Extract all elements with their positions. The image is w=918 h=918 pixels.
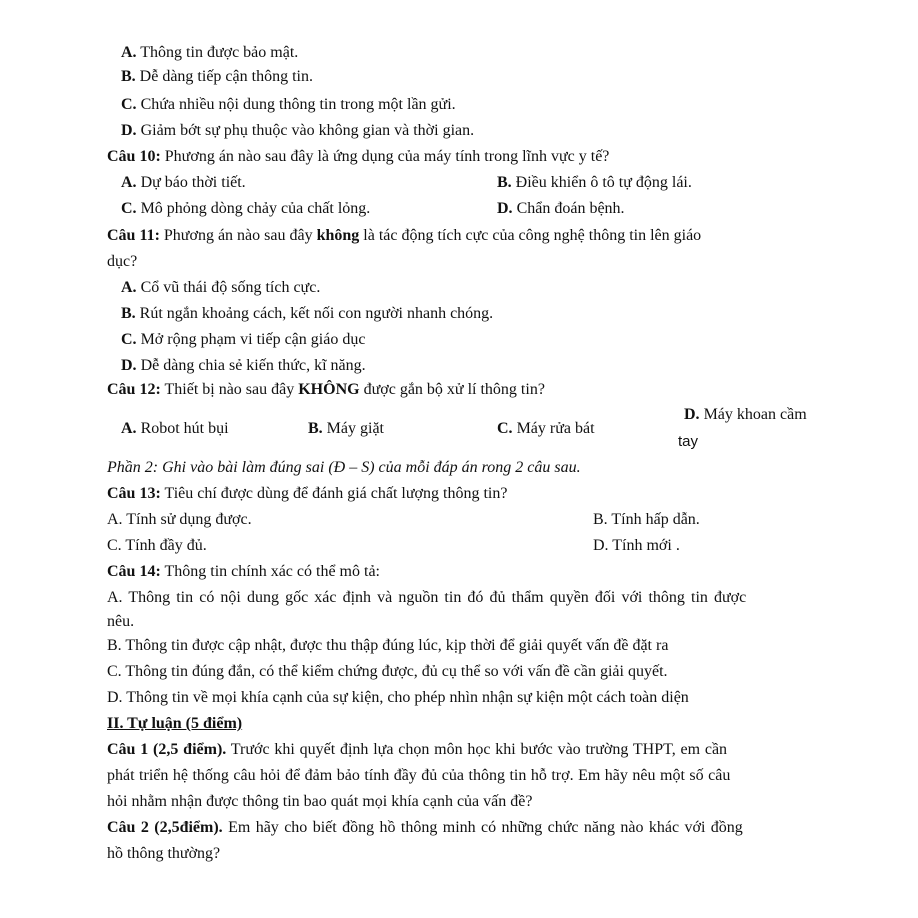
part-2-instruction: Phần 2: Ghi vào bài làm đúng sai (Đ – S) của mỗi đáp án rong 2 câu sau.: [107, 459, 581, 476]
q10-option-c: C. Mô phỏng dòng chảy của chất lỏng.: [121, 200, 371, 217]
q14-option-c: C. Thông tin đúng đắn, có thể kiểm chứng được, đủ cụ thể so với vấn đề cần giải quyết.: [107, 663, 668, 680]
q13-option-a: A. Tính sử dụng được.: [107, 511, 252, 528]
q9-option-c: C. Chứa nhiều nội dung thông tin trong một lần gửi.: [121, 96, 456, 113]
q12-option-b: B. Máy giặt: [308, 420, 384, 437]
q10-option-a: A. Dự báo thời tiết.: [121, 174, 246, 191]
q9-option-b: B. Dễ dàng tiếp cận thông tin.: [121, 68, 313, 85]
q12-option-a: A. Robot hút bụi: [121, 420, 229, 437]
q12-option-d: D. Máy khoan cầm: [684, 406, 807, 423]
q10-stem: Câu 10: Phương án nào sau đây là ứng dụng của máy tính trong lĩnh vực y tế?: [107, 148, 610, 165]
q9-option-a: A. Thông tin được bảo mật.: [121, 44, 299, 61]
q11-stem: Câu 11: Phương án nào sau đây không là tác động tích cực của công nghệ thông tin lên giáo: [107, 227, 702, 244]
q14-stem: Câu 14: Thông tin chính xác có thể mô tả:: [107, 563, 380, 580]
q14-option-b: B. Thông tin được cập nhật, được thu thập đúng lúc, kịp thời để giải quyết vấn đề đặt ra: [107, 637, 669, 654]
q11-stem-cont: dục?: [107, 253, 138, 270]
q9-option-d: D. Giảm bớt sự phụ thuộc vào không gian và thời gian.: [121, 122, 475, 139]
q12-stem: Câu 12: Thiết bị nào sau đây KHÔNG được gắn bộ xử lí thông tin?: [107, 381, 545, 398]
q11-option-d: D. Dễ dàng chia sẻ kiến thức, kĩ năng.: [121, 357, 366, 374]
q13-option-b: B. Tính hấp dẫn.: [593, 511, 700, 528]
q10-option-b: B. Điều khiển ô tô tự động lái.: [497, 174, 692, 191]
q14-option-a: A. Thông tin có nội dung gốc xác định và nguồn tin đó đủ thẩm quyền đối với thông tin được: [107, 589, 747, 606]
q14-option-d: D. Thông tin về mọi khía cạnh của sự kiện, cho phép nhìn nhận sự kiện một cách toàn diện: [107, 689, 689, 706]
q11-option-b: B. Rút ngắn khoảng cách, kết nối con người nhanh chóng.: [121, 305, 494, 322]
q13-option-c: C. Tính đầy đủ.: [107, 537, 207, 554]
q11-option-a: A. Cổ vũ thái độ sống tích cực.: [121, 279, 321, 296]
essay-q1-line-3: hỏi nhằm nhận được thông tin bao quát mọi khía cạnh của vấn đề?: [107, 793, 533, 810]
q12-option-c: C. Máy rửa bát: [497, 420, 595, 437]
q11-option-c: C. Mở rộng phạm vi tiếp cận giáo dục: [121, 331, 366, 348]
essay-q2-line-2: hồ thông thường?: [107, 845, 221, 862]
q14-option-a-cont: nêu.: [107, 613, 135, 630]
q12-option-d-cont: tay: [678, 433, 699, 450]
q10-option-d: D. Chẩn đoán bệnh.: [497, 200, 625, 217]
essay-q2-line-1: Câu 2 (2,5điểm). Em hãy cho biết đồng hồ thông minh có những chức năng nào khác với đồng: [107, 819, 743, 836]
q13-stem: Câu 13: Tiêu chí được dùng để đánh giá chất lượng thông tin?: [107, 485, 508, 502]
essay-q1-line-2: phát triển hệ thống câu hỏi để đảm bảo tính đầy đủ của thông tin hỗ trợ. Em hãy nêu một số câu: [107, 767, 731, 784]
section-essay-heading: II. Tự luận (5 điểm): [107, 715, 243, 732]
q13-option-d: D. Tính mới .: [593, 537, 680, 554]
essay-q1-line-1: Câu 1 (2,5 điểm). Trước khi quyết định lựa chọn môn học khi bước vào trường THPT, em cần: [107, 741, 728, 758]
